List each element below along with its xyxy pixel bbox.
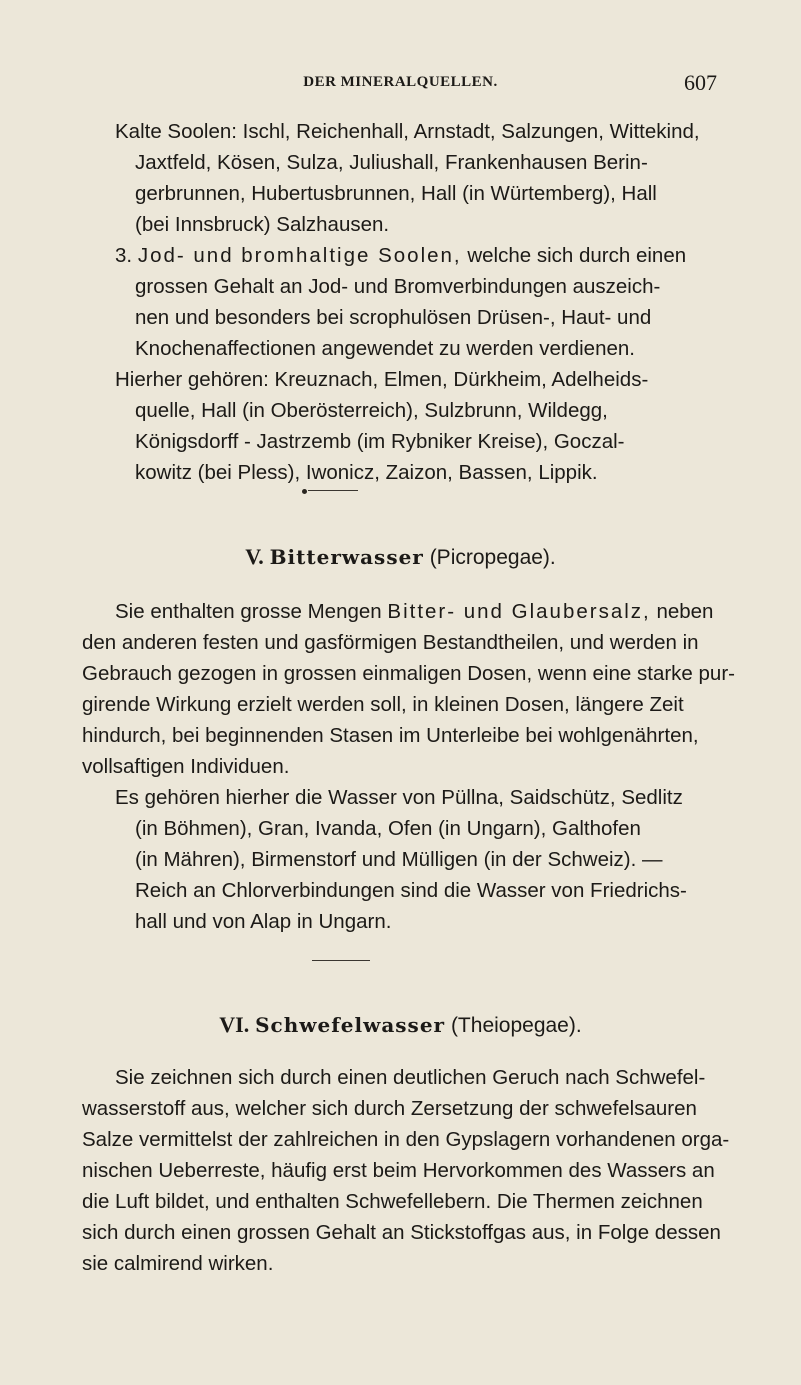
- text-line: Gebrauch gezogen in grossen einmaligen Dosen, wenn eine starke pur-: [82, 662, 735, 685]
- section-title: Bitterwasser: [269, 545, 424, 569]
- list-item-3-first-line: [115, 241, 686, 271]
- list-number: 3.: [115, 244, 133, 267]
- text-line: girende Wirkung erzielt werden soll, in kleinen Dosen, längere Zeit: [82, 693, 684, 716]
- text-run: welche sich durch einen: [467, 244, 687, 267]
- text-line: quelle, Hall (in Oberösterreich), Sulzbrunn, Wildegg,: [135, 399, 608, 422]
- section-divider: [308, 490, 358, 491]
- text-run: Sie enthalten grosse Mengen: [115, 600, 382, 623]
- text-line: grossen Gehalt an Jod- und Bromverbindungen auszeich-: [135, 275, 661, 298]
- section-numeral: V.: [245, 544, 264, 569]
- text-line: (in Mähren), Birmenstorf und Mülligen (in der Schweiz). —: [135, 848, 663, 871]
- page-header: [0, 70, 801, 100]
- running-head: DER MINERALQUELLEN.: [303, 74, 498, 90]
- section-divider: [312, 960, 370, 961]
- text-line: vollsaftigen Individuen.: [82, 755, 290, 778]
- page-number: 607: [684, 70, 717, 95]
- text-line: sie calmirend wirken.: [82, 1252, 274, 1275]
- text-run: neben: [656, 600, 714, 623]
- section-numeral: VI.: [219, 1012, 250, 1037]
- text-line: Königsdorff - Jastrzemb (im Rybniker Kreise), Goczal-: [135, 430, 625, 453]
- text-line: Sie zeichnen sich durch einen deutlichen Geruch nach Schwefel-: [115, 1066, 706, 1089]
- text-line: sich durch einen grossen Gehalt an Stickstoffgas aus, in Folge dessen: [82, 1221, 721, 1244]
- text-line: die Luft bildet, und enthalten Schwefellebern. Die Thermen zeichnen: [82, 1190, 703, 1213]
- text-line: hall und von Alap in Ungarn.: [135, 910, 392, 933]
- section-heading-v: [0, 544, 801, 570]
- text-line: Hierher gehören: Kreuznach, Elmen, Dürkheim, Adelheids-: [115, 368, 649, 391]
- paragraph-first-line: [115, 597, 713, 627]
- text-line: wasserstoff aus, welcher sich durch Zersetzung der schwefelsauren: [82, 1097, 697, 1120]
- text-line: Knochenaffectionen angewendet zu werden verdienen.: [135, 337, 635, 360]
- section-title: Schwefelwasser: [255, 1013, 446, 1037]
- ink-speck: [302, 489, 307, 494]
- text-line: Jaxtfeld, Kösen, Sulza, Juliushall, Frankenhausen Berin-: [135, 151, 648, 174]
- emphasized-term: Jod- und bromhaltige Soolen,: [137, 244, 462, 267]
- text-line: nischen Ueberreste, häufig erst beim Hervorkommen des Wassers an: [82, 1159, 715, 1182]
- section-latin-name: (Picropegae).: [429, 546, 556, 569]
- text-line: Kalte Soolen: Ischl, Reichenhall, Arnstadt, Salzungen, Wittekind,: [115, 120, 700, 143]
- text-line: hindurch, bei beginnenden Stasen im Unterleibe bei wohlgenährten,: [82, 724, 699, 747]
- text-line: den anderen festen und gasförmigen Bestandtheilen, und werden in: [82, 631, 699, 654]
- text-line: kowitz (bei Pless), Iwonicz, Zaizon, Bassen, Lippik.: [135, 461, 598, 484]
- section-latin-name: (Theiopegae).: [450, 1014, 582, 1037]
- text-line: (bei Innsbruck) Salzhausen.: [135, 213, 390, 236]
- text-line: Salze vermittelst der zahlreichen in den Gypslagern vorhandenen orga-: [82, 1128, 730, 1151]
- text-line: (in Böhmen), Gran, Ivanda, Ofen (in Ungarn), Galthofen: [135, 817, 641, 840]
- text-line: gerbrunnen, Hubertusbrunnen, Hall (in Würtemberg), Hall: [135, 182, 657, 205]
- text-line: Es gehören hierher die Wasser von Püllna, Saidschütz, Sedlitz: [115, 786, 683, 809]
- emphasized-term: Bitter- und Glaubersalz,: [387, 600, 651, 623]
- section-heading-vi: [0, 1012, 801, 1038]
- text-line: nen und besonders bei scrophulösen Drüsen-, Haut- und: [135, 306, 652, 329]
- text-line: Reich an Chlorverbindungen sind die Wasser von Friedrichs-: [135, 879, 687, 902]
